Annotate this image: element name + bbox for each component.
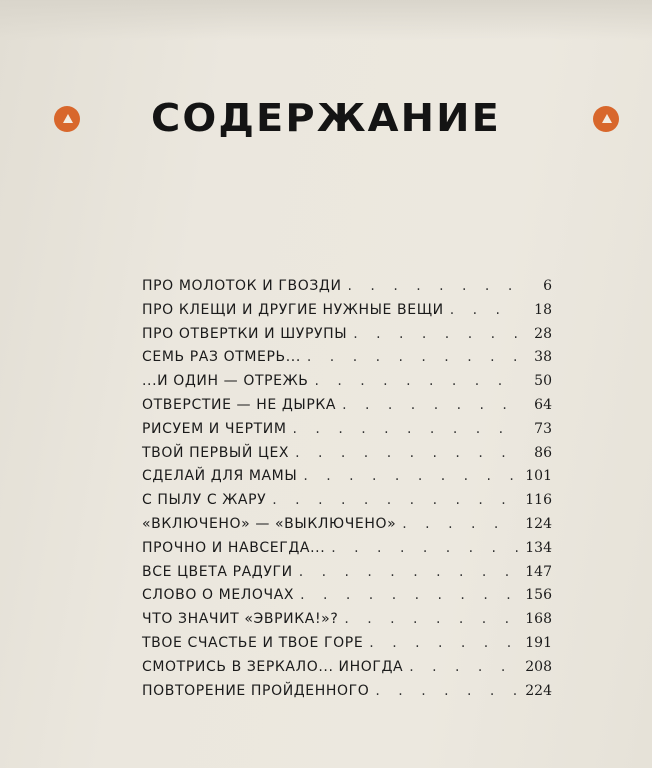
toc-leader-dots — [450, 302, 518, 318]
toc-entry-title: ТВОЕ СЧАСТЬЕ И ТВОЕ ГОРЕ — [142, 634, 364, 651]
toc-entry-page-number: 64 — [534, 396, 552, 413]
toc-entry-title: ВСЕ ЦВЕТА РАДУГИ — [142, 563, 293, 580]
toc-entry — [142, 302, 552, 326]
toc-entry — [142, 659, 552, 683]
toc-entry-page-number: 134 — [525, 539, 552, 556]
toc-entry-title: ТВОЙ ПЕРВЫЙ ЦЕХ — [142, 444, 290, 461]
toc-entry-title: «ВКЛЮЧЕНО» — «ВЫКЛЮЧЕНО» — [142, 515, 397, 532]
toc-entry-page-number: 124 — [525, 515, 552, 532]
toc-leader-dots — [369, 635, 518, 651]
toc-entry-page-number: 6 — [543, 278, 552, 294]
toc-entry-title: ПРОЧНО И НАВСЕГДА... — [142, 539, 326, 556]
toc-entry-title: СЕМЬ РАЗ ОТМЕРЬ... — [142, 349, 301, 366]
toc-entry-title: СДЕЛАЙ ДЛЯ МАМЫ — [142, 468, 298, 485]
toc-entry-title: ПОВТОРЕНИЕ ПРОЙДЕННОГО — [142, 682, 370, 699]
toc-entry-title: ЧТО ЗНАЧИТ «ЭВРИКА!»? — [142, 611, 339, 628]
toc-leader-dots — [314, 373, 518, 389]
toc-entry-page-number: 28 — [534, 325, 552, 342]
toc-entry-page-number: 156 — [525, 587, 552, 604]
toc-leader-dots — [342, 397, 518, 413]
toc-leader-dots — [307, 349, 518, 365]
toc-entry-title: ОТВЕРСТИЕ — НЕ ДЫРКА — [142, 396, 337, 413]
toc-leader-dots — [293, 421, 518, 437]
toc-leader-dots — [295, 445, 518, 461]
toc-entry — [142, 564, 552, 588]
toc-leader-dots — [272, 492, 518, 508]
toc-entry-page-number: 86 — [534, 444, 552, 461]
toc-entry — [142, 468, 552, 492]
toc-entry — [142, 349, 552, 373]
toc-entry — [142, 587, 552, 611]
toc-entry — [142, 683, 552, 707]
toc-entry-page-number: 191 — [525, 634, 552, 651]
toc-entry-page-number: 208 — [525, 658, 552, 675]
toc-entry-page-number: 18 — [534, 301, 552, 318]
toc-entry-title: С ПЫЛУ С ЖАРУ — [142, 492, 267, 509]
toc-entry — [142, 373, 552, 397]
toc-entry — [142, 326, 552, 350]
toc-entry — [142, 421, 552, 445]
toc-entry — [142, 635, 552, 659]
toc-entry-page-number: 147 — [525, 563, 552, 580]
toc-entry-title: ПРО КЛЕЩИ И ДРУГИЕ НУЖНЫЕ ВЕЩИ — [142, 301, 444, 318]
toc-entry — [142, 611, 552, 635]
toc-entry-title: ПРО ОТВЕРТКИ И ШУРУПЫ — [142, 325, 348, 342]
ornament-right-icon — [593, 106, 619, 132]
toc-entry-page-number: 38 — [534, 349, 552, 366]
toc-entry — [142, 516, 552, 540]
toc-entry — [142, 492, 552, 516]
heading-row — [0, 92, 652, 148]
toc-leader-dots — [300, 587, 518, 603]
toc-entry — [142, 445, 552, 469]
table-of-contents — [142, 278, 552, 706]
toc-entry-title: ...И ОДИН — ОТРЕЖЬ — [142, 373, 309, 390]
page-title: СОДЕРЖАНИЕ — [150, 96, 502, 140]
toc-entry-page-number: 73 — [534, 420, 552, 437]
toc-entry-page-number: 224 — [525, 682, 552, 699]
toc-leader-dots — [303, 468, 518, 484]
toc-entry-title: СМОТРИСЬ В ЗЕРКАЛО... ИНОГДА — [142, 658, 404, 675]
toc-entry-page-number: 168 — [525, 611, 552, 628]
toc-entry-page-number: 50 — [534, 373, 552, 390]
toc-entry — [142, 540, 552, 564]
toc-leader-dots — [375, 683, 518, 699]
toc-entry-title: ПРО МОЛОТОК И ГВОЗДИ — [142, 278, 342, 294]
toc-leader-dots — [344, 611, 518, 627]
toc-leader-dots — [299, 564, 518, 580]
toc-entry-title: СЛОВО О МЕЛОЧАХ — [142, 587, 295, 604]
toc-entry — [142, 278, 552, 302]
toc-entry-page-number: 116 — [525, 492, 552, 509]
toc-leader-dots — [409, 659, 518, 675]
toc-leader-dots — [402, 516, 518, 532]
page-shadow — [0, 0, 652, 40]
toc-entry-page-number: 101 — [525, 468, 552, 485]
toc-entry — [142, 397, 552, 421]
toc-leader-dots — [353, 326, 518, 342]
toc-leader-dots — [331, 540, 518, 556]
toc-leader-dots — [348, 278, 518, 294]
toc-entry-title: РИСУЕМ И ЧЕРТИМ — [142, 420, 287, 437]
